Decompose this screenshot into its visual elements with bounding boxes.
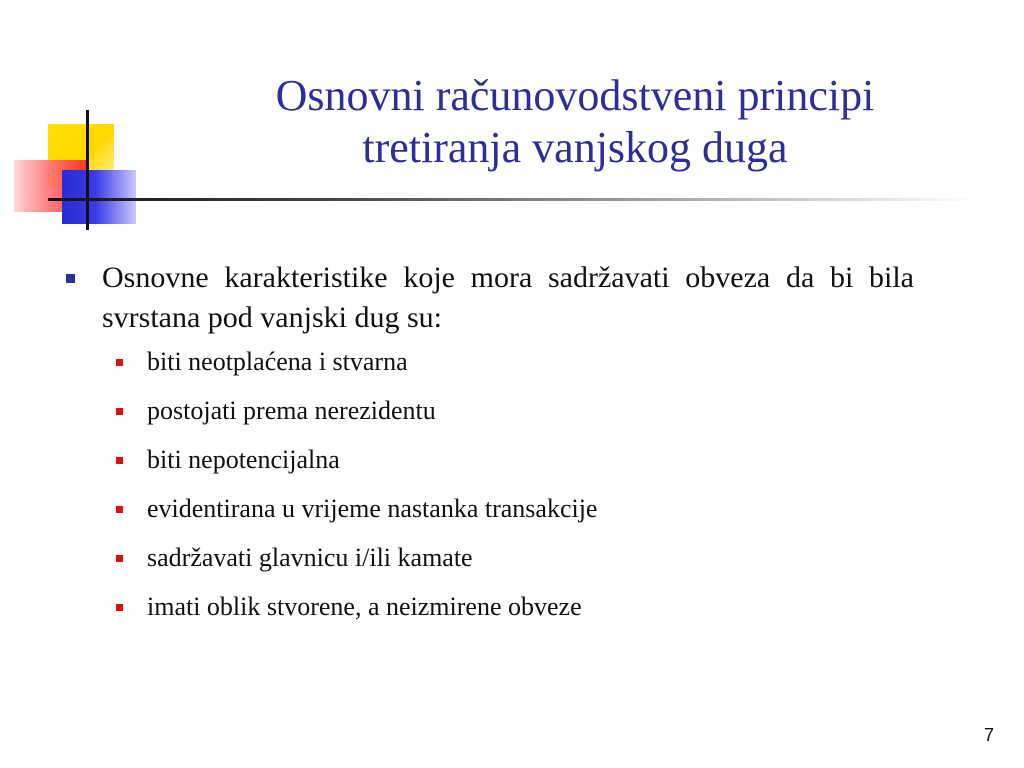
square-bullet-icon <box>116 359 123 366</box>
square-bullet-icon <box>66 274 75 283</box>
sub-bullet-text: biti nepotencijalna <box>147 445 340 474</box>
slide-title <box>200 70 950 174</box>
square-bullet-icon <box>116 555 123 562</box>
sub-bullet-item <box>102 395 914 427</box>
sub-bullet-item <box>102 444 914 476</box>
blue-square-decoration <box>62 170 136 224</box>
slide-title-line-2: tretiranja vanjskog duga <box>362 123 788 172</box>
decorative-logo <box>0 100 160 230</box>
main-bullet-item <box>62 258 914 338</box>
sub-bullet-text: imati oblik stvorene, a neizmirene obveze <box>147 592 582 621</box>
sub-bullet-text: evidentirana u vrijeme nastanka transakcije <box>147 494 598 523</box>
sub-bullet-item <box>102 591 914 623</box>
slide-title-line-1: Osnovni računovodstveni principi <box>275 71 875 120</box>
title-divider <box>48 198 978 201</box>
square-bullet-icon <box>116 604 123 611</box>
main-bullet-text: Osnovne karakteristike koje mora sadržavati obveza da bi bila svrstana pod vanjski dug su: <box>102 261 914 334</box>
sub-bullet-item <box>102 493 914 525</box>
sub-bullet-item <box>102 346 914 378</box>
sub-bullet-text: sadržavati glavnicu i/ili kamate <box>147 543 473 572</box>
sub-bullet-text: biti neotplaćena i stvarna <box>147 347 408 376</box>
page-number: 7 <box>983 725 994 745</box>
slide-content <box>62 258 914 640</box>
sub-bullet-list <box>62 346 914 623</box>
vertical-line-decoration <box>86 110 89 230</box>
square-bullet-icon <box>116 408 123 415</box>
square-bullet-icon <box>116 506 123 513</box>
square-bullet-icon <box>116 457 123 464</box>
sub-bullet-text: postojati prema nerezidentu <box>147 396 436 425</box>
sub-bullet-item <box>102 542 914 574</box>
